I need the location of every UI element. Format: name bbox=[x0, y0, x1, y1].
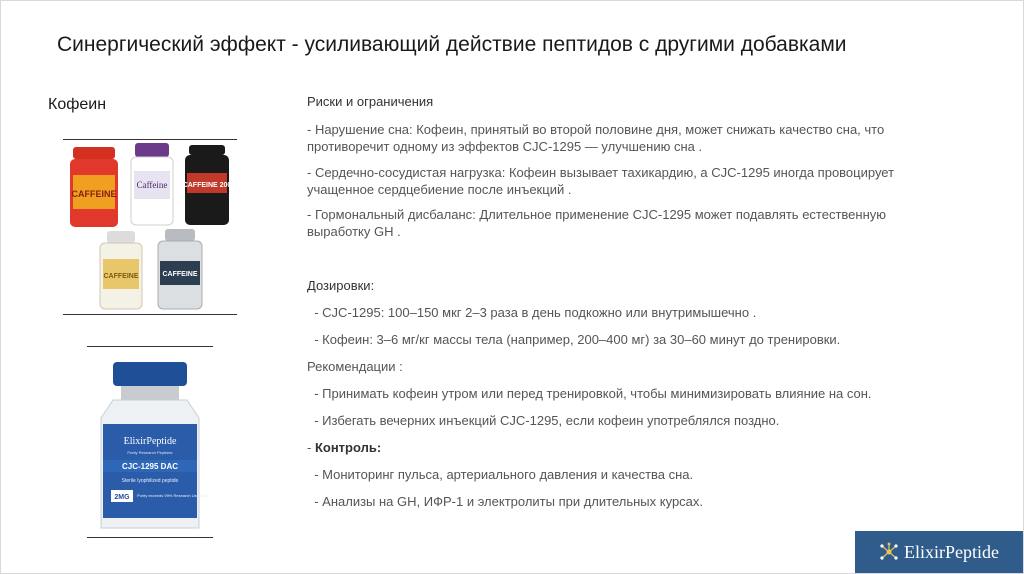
footer-logo bbox=[855, 531, 1023, 573]
caffeine-bottles-graphic bbox=[63, 141, 237, 313]
bottle-label: CAFFEINE 200 bbox=[182, 182, 232, 189]
top-rule-products bbox=[63, 139, 237, 140]
bottle-purple bbox=[131, 143, 173, 225]
recommendation-morning: - Принимать кофеин утром или перед тренировкой, чтобы минимизировать влияние на сон. bbox=[307, 386, 872, 401]
risk-hormonal: - Гормональный дисбаланс: Длительное применение CJC-1295 может подавлять естественную выработку GH . bbox=[307, 207, 887, 239]
caffeine-products-image bbox=[63, 141, 237, 313]
bottle-label: CAFFEINE bbox=[103, 273, 139, 280]
risk-cardio: - Сердечно-сосудистая нагрузка: Кофеин вызывает тахикардию, а CJC-1295 иногда провоцирует учащенное сердцебиение после инъекций . bbox=[307, 165, 895, 197]
recommendations-heading: Рекомендации : bbox=[307, 359, 403, 374]
bottle-cream bbox=[100, 231, 142, 309]
bottle-label: Caffeine bbox=[136, 180, 168, 190]
risk-sleep: - Нарушение сна: Кофеин, принятый во второй половине дня, может снижать качество сна, что противоречит одному из эффектов CJC-1295 — улучшению сна . bbox=[307, 122, 885, 154]
slide-subtitle: Кофеин bbox=[48, 96, 107, 113]
vial-image bbox=[87, 348, 213, 536]
vial-form: Sterile lyophilized peptide bbox=[121, 478, 179, 484]
control-monitoring: - Мониторинг пульса, артериального давления и качества сна. bbox=[307, 467, 694, 482]
vial-notes: Purity exceeds 99% Research Use Only bbox=[137, 493, 209, 498]
dosage-heading: Дозировки: bbox=[307, 278, 375, 293]
bottom-rule-vial bbox=[87, 537, 213, 538]
bottle-silver bbox=[158, 229, 202, 309]
vial-tagline: Purity Research Peptides bbox=[127, 450, 173, 455]
bottom-rule-products bbox=[63, 314, 237, 315]
control-analysis: - Анализы на GH, ИФР-1 и электролиты при длительных курсах. bbox=[307, 494, 704, 509]
vial-dose: 2MG bbox=[114, 494, 130, 501]
top-rule-vial bbox=[87, 346, 213, 347]
vial-graphic bbox=[87, 348, 213, 536]
dosage-caffeine: - Кофеин: 3–6 мг/кг массы тела (например, 200–400 мг) за 30–60 минут до тренировки. bbox=[307, 332, 841, 347]
bottle-label: CAFFEINE bbox=[71, 189, 117, 199]
control-heading: Контроль: bbox=[314, 440, 382, 455]
molecule-icon bbox=[879, 542, 899, 562]
risks-heading: Риски и ограничения bbox=[307, 94, 434, 109]
slide-title: Синергический эффект - усиливающий действие пептидов с другими добавками bbox=[57, 33, 847, 56]
recommendation-evening: - Избегать вечерних инъекций CJC-1295, если кофеин употреблялся поздно. bbox=[307, 413, 780, 428]
vial-product: CJC-1295 DAC bbox=[121, 462, 179, 471]
bottle-black bbox=[183, 145, 232, 225]
vial-brand: ElixirPeptide bbox=[123, 436, 177, 447]
bottle-label: CAFFEINE bbox=[162, 271, 198, 278]
control-prefix: - bbox=[307, 440, 315, 455]
control-heading-line bbox=[307, 439, 381, 456]
bottle-red bbox=[70, 147, 118, 227]
logo-text: ElixirPeptide bbox=[904, 541, 999, 562]
dosage-cjc: - CJC-1295: 100–150 мкг 2–3 раза в день подкожно или внутримышечно . bbox=[307, 305, 757, 320]
